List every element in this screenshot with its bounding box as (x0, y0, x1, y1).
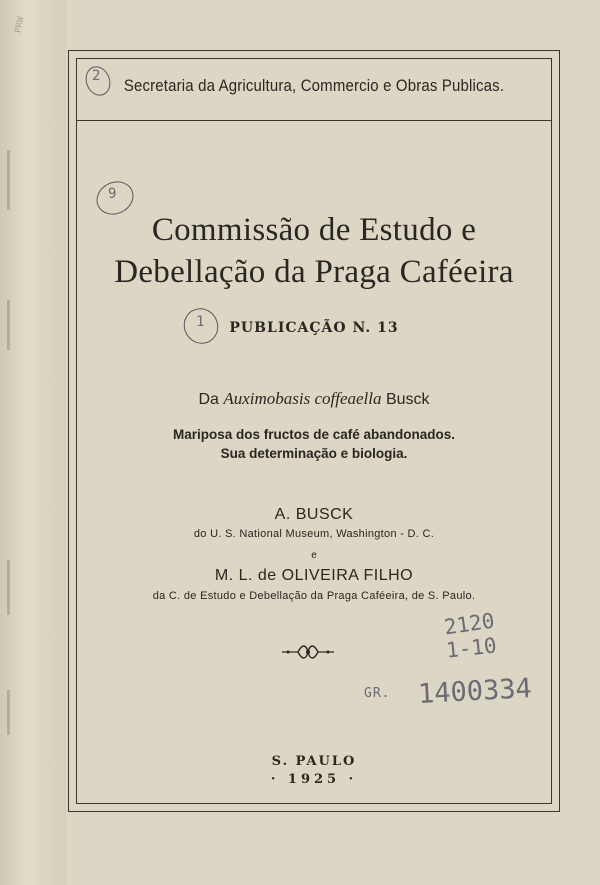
affiliation-2: da C. de Estudo e Debellação da Praga Caféeira, de S. Paulo. (152, 590, 476, 602)
author-1: A. BUSCK (274, 506, 354, 523)
title-line-2: Debellação da Praga Caféeira (114, 254, 514, 290)
publication-year: · 1925 · (270, 772, 358, 787)
species-prefix: Da (198, 391, 219, 408)
handwritten-register-prefix: GR. (364, 686, 391, 701)
book-spine (0, 0, 67, 885)
spine-handwritten-tag: PRW (13, 16, 27, 34)
affiliation-1: do U. S. National Museum, Washington - D. C. (193, 528, 435, 540)
pencil-mark-2: 9 (108, 186, 117, 202)
publication-number: PUBLICAÇÃO N. 13 (229, 320, 399, 336)
author-2: M. L. de OLIVEIRA FILHO (214, 567, 414, 584)
subtitle-line-1: Mariposa dos fructos de café abandonados. (172, 427, 456, 442)
author-conjunction: e (311, 550, 317, 561)
spine-stitch (7, 560, 10, 615)
spine-stitch (7, 690, 10, 735)
pencil-mark-1: 2 (92, 68, 101, 84)
spine-stitch (7, 300, 10, 350)
fleuron-icon (280, 641, 336, 663)
handwritten-register-number: 1400334 (417, 673, 533, 710)
pencil-mark-3: 1 (196, 314, 205, 330)
subtitle-line-2: Sua determinação e biologia. (220, 446, 408, 461)
handwritten-shelf-number: 2120 (442, 608, 497, 640)
species-line (76, 389, 552, 409)
species-author: Busck (385, 391, 430, 408)
header-secretaria: Secretaria da Agricultura, Commercio e Obras Publicas. (123, 76, 505, 95)
title-line-1: Commissão de Estudo e (151, 212, 477, 248)
spine-stitch (7, 150, 10, 210)
species-name: Auximobasis coffeaella (223, 389, 382, 408)
publication-city: S. PAULO (271, 754, 357, 769)
handwritten-shelf-code: 1-10 (444, 633, 498, 663)
header-divider (76, 120, 552, 121)
